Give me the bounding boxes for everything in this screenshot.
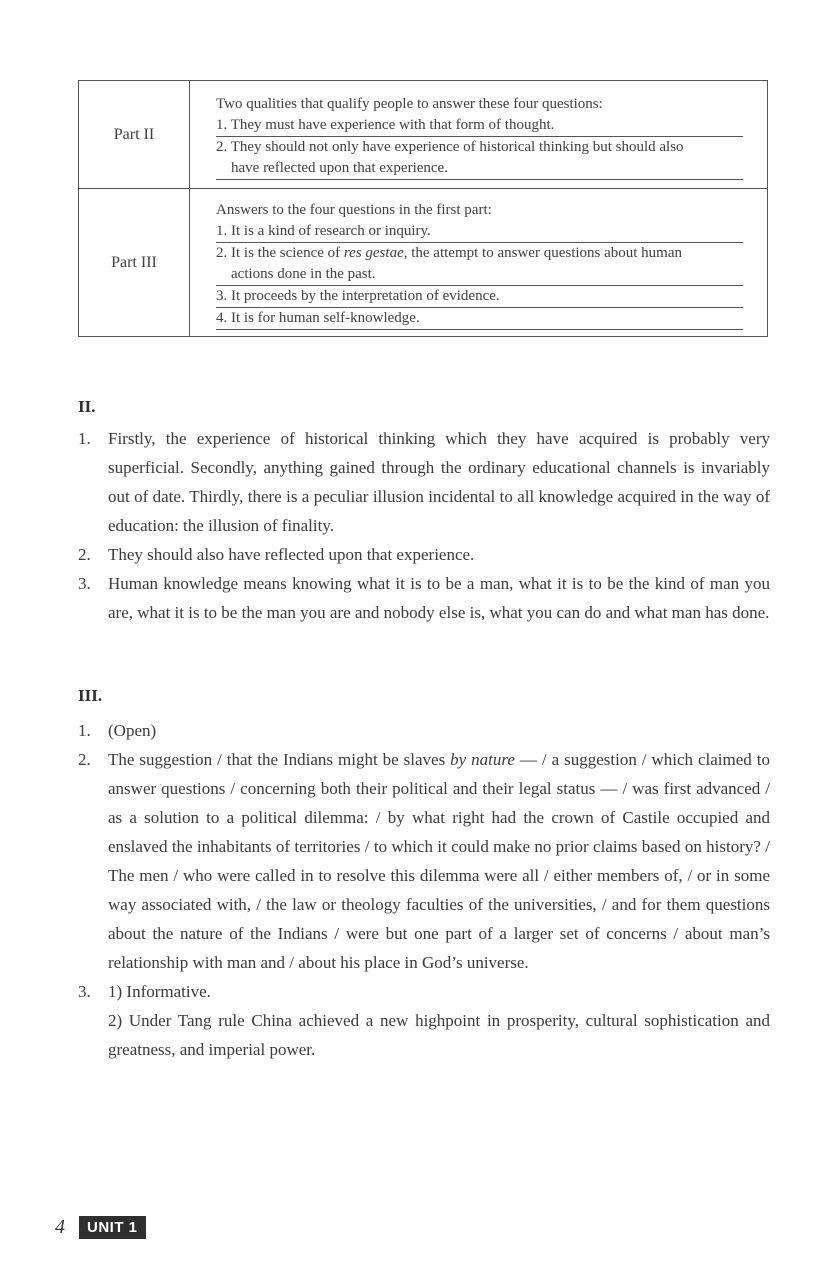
part-iii-label: Part III [79, 189, 190, 337]
list-item-number: 3. [78, 982, 91, 1001]
part-iii-item-3: 3. It proceeds by the interpretation of evidence. [216, 286, 743, 308]
list-item-text: Human knowledge means knowing what it is to be a man, what it is to be the kind of man you are, what it is to be the man you are and nobody else is, what you can do and what man has done. [108, 574, 770, 622]
section-ii-list [78, 424, 770, 627]
table-row-part-ii [79, 81, 768, 189]
part-iii-item-2-italic: res gestae [343, 245, 404, 261]
part-iii-intro: Answers to the four questions in the first part: [216, 202, 492, 218]
list-item-number: 3. [78, 574, 91, 593]
list-item [78, 424, 770, 540]
list-item-text-italic: by nature [450, 750, 515, 769]
part-iii-item-2-pre: 2. It is the science of [216, 245, 344, 261]
unit-badge: UNIT 1 [79, 1216, 146, 1239]
list-item [78, 977, 770, 1064]
list-item-number: 1. [78, 429, 91, 448]
list-item-text: (Open) [108, 721, 157, 740]
section-iii-list [78, 716, 770, 1064]
part-iii-item-1: 1. It is a kind of research or inquiry. [216, 221, 743, 243]
list-subitem-2: 2) Under Tang rule China achieved a new highpoint in prosperity, cultural sophistication and greatness, and imperial power. [108, 1011, 770, 1059]
list-item-text: They should also have reflected upon that experience. [108, 545, 475, 564]
table-row-part-iii [79, 189, 768, 337]
list-item-text-pre: The suggestion / that the Indians might be slaves [108, 750, 451, 769]
part-iii-item-2 [216, 243, 743, 264]
part-ii-item-1: 1. They must have experience with that form of thought. [216, 115, 743, 137]
part-iii-item-2-post: , the attempt to answer questions about human [403, 245, 683, 261]
section-iii-title: III. [78, 686, 103, 705]
list-subitem-1: 1) Informative. [108, 982, 211, 1001]
list-item-text: Firstly, the experience of historical thinking which they have acquired is probably very superficial. Secondly, anything gained through the ordinary educational channels is invariably out of date. Thirdly, there is a peculiar illusion incidental to all knowledge acquired in the way of education: the illusion of finality. [108, 429, 770, 535]
part-iii-content [190, 189, 768, 337]
section-ii-title: II. [78, 397, 96, 416]
list-item [78, 540, 770, 569]
part-ii-label: Part II [79, 81, 190, 189]
page-footer [55, 1214, 146, 1240]
part-ii-item-2-cont: have reflected upon that experience. [216, 158, 743, 180]
list-item [78, 745, 770, 977]
part-iii-item-2-cont: actions done in the past. [216, 264, 743, 286]
page-number: 4 [55, 1215, 65, 1238]
list-item-number: 1. [78, 721, 91, 740]
list-item-number: 2. [78, 545, 91, 564]
list-item-number: 2. [78, 750, 91, 769]
list-item-text-post: — / a suggestion / which claimed to answer questions / concerning both their political and their legal status — / was first advanced / as a solution to a political dilemma: / by what right had the crown of Castile occupied and enslaved the inhabitants of territories / to which it could make no prior claims based on history? / The men / who were called in to resolve this dilemma were all / either members of, / or in some way associated with, / the law or theology faculties of the universities, / and for them questions about the nature of the Indians / were but one part of a larger set of concerns / about man’s relationship with man and / about his place in God’s universe. [108, 750, 770, 972]
part-ii-item-2: 2. They should not only have experience of historical thinking but should also [216, 139, 684, 155]
parts-table [78, 80, 768, 337]
part-ii-content [190, 81, 768, 189]
list-item [78, 569, 770, 627]
part-ii-intro: Two qualities that qualify people to answer these four questions: [216, 96, 603, 112]
list-item [78, 716, 770, 745]
part-iii-item-4: 4. It is for human self-knowledge. [216, 308, 743, 330]
